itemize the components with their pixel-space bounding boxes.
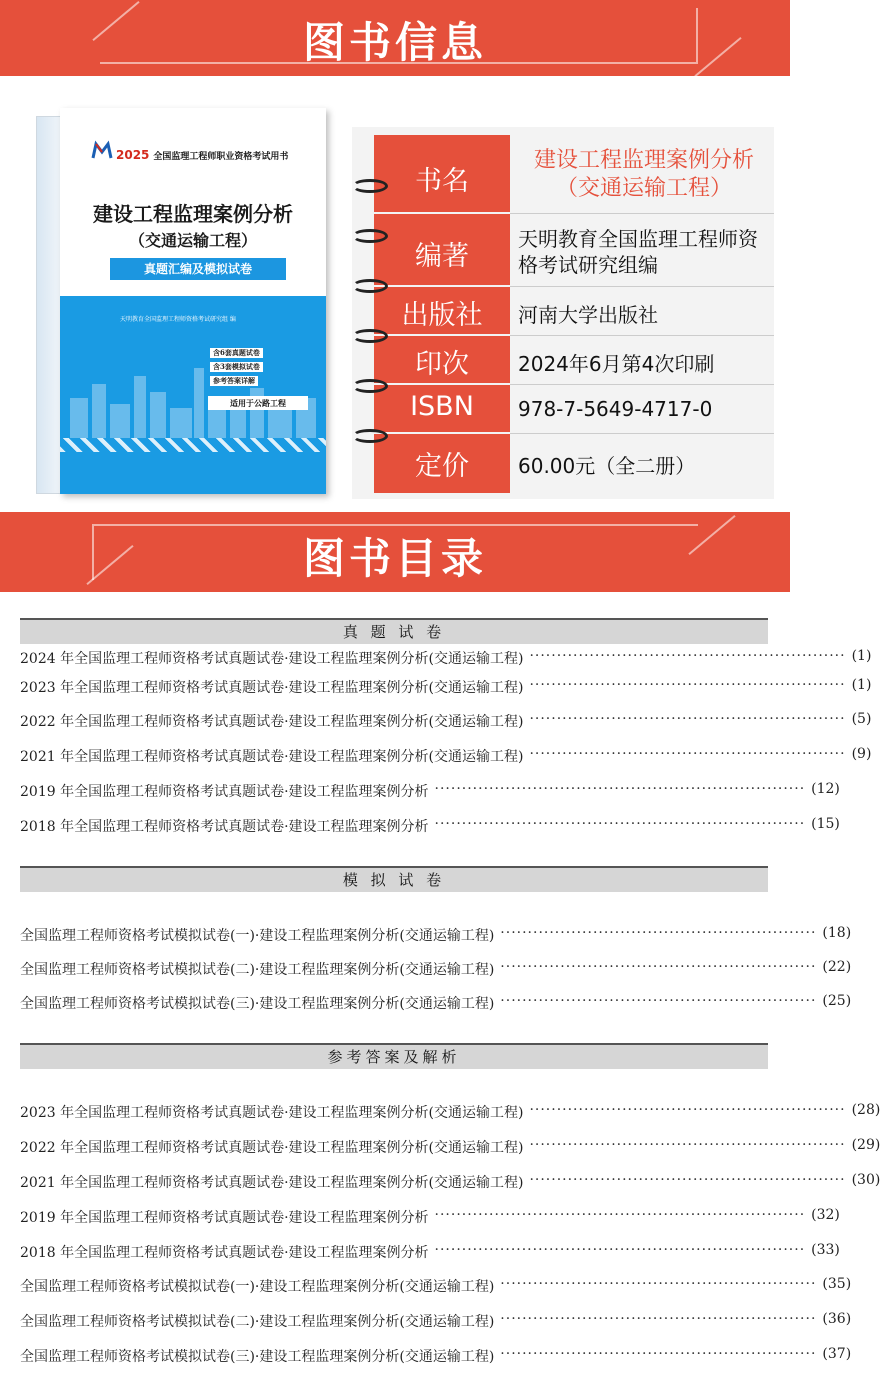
toc-entry-page: (30) xyxy=(851,1172,880,1188)
toc-entry[interactable] xyxy=(20,711,872,731)
toc-entry-page: (18) xyxy=(822,925,852,941)
toc-leader: ·························································· xyxy=(529,746,846,762)
cover-title: 建设工程监理案例分析 xyxy=(93,202,293,226)
binder-ring-icon xyxy=(352,329,388,343)
cover-year: 2025 xyxy=(116,148,150,162)
cover-series-line xyxy=(116,148,346,162)
binder-ring-icon xyxy=(352,179,388,193)
toc-leader: ·························································· xyxy=(529,711,846,727)
toc-entry-page: (25) xyxy=(822,993,852,1009)
toc-entry-page: (1) xyxy=(851,648,872,664)
toc-entry[interactable] xyxy=(20,746,872,766)
cover-editor: 天明教育全国监理工程师资格考试研究组 编 xyxy=(120,316,236,323)
binder-ring-icon xyxy=(352,279,388,293)
cover-feature: 含3套模拟试卷 xyxy=(210,362,263,372)
toc-entry[interactable] xyxy=(20,677,872,697)
toc-entry-title: 2019 年全国监理工程师资格考试真题试卷·建设工程监理案例分析 xyxy=(20,784,429,800)
toc-entry-page: (32) xyxy=(811,1207,840,1223)
toc-entry-page: (1) xyxy=(851,677,872,693)
publisher-logo-icon xyxy=(92,142,112,160)
info-row-author xyxy=(352,214,774,286)
toc-entry[interactable] xyxy=(20,1276,852,1296)
toc-leader: ·························································· xyxy=(500,993,817,1009)
binder-ring-icon xyxy=(352,229,388,243)
toc-leader: ·························································· xyxy=(500,925,817,941)
toc-entry-title: 2022 年全国监理工程师资格考试真题试卷·建设工程监理案例分析(交通运输工程) xyxy=(20,1140,524,1156)
toc-entry[interactable] xyxy=(20,816,840,836)
toc-entry-title: 2023 年全国监理工程师资格考试真题试卷·建设工程监理案例分析(交通运输工程) xyxy=(20,680,524,696)
toc-entry-title: 全国监理工程师资格考试模拟试卷(二)·建设工程监理案例分析(交通运输工程) xyxy=(20,962,495,978)
toc-entry-page: (28) xyxy=(851,1102,880,1118)
toc-section-mock: 模 拟 试 卷 xyxy=(20,866,768,892)
book-info-table xyxy=(352,127,774,499)
cover-suitable: 适用于公路工程 xyxy=(208,396,308,410)
binder-ring-icon xyxy=(352,429,388,443)
toc-leader: ·························································· xyxy=(500,1346,817,1362)
toc-entry-title: 2021 年全国监理工程师资格考试真题试卷·建设工程监理案例分析(交通运输工程) xyxy=(20,749,524,765)
toc-entry-page: (5) xyxy=(851,711,872,727)
toc-section-real: 真 题 试 卷 xyxy=(20,618,768,644)
toc-entry-page: (37) xyxy=(822,1346,852,1362)
toc-entry-page: (29) xyxy=(851,1137,880,1153)
info-value-publisher: 河南大学出版社 xyxy=(518,303,658,327)
toc-leader: ···································································· xyxy=(434,1207,806,1223)
toc-entry-page: (36) xyxy=(822,1311,852,1327)
info-value-isbn: 978-7-5649-4717-0 xyxy=(518,397,713,421)
info-label: 印次 xyxy=(415,349,469,380)
toc-entry[interactable] xyxy=(20,1102,880,1122)
toc-entry-title: 全国监理工程师资格考试模拟试卷(一)·建设工程监理案例分析(交通运输工程) xyxy=(20,1279,495,1295)
info-label: 书名 xyxy=(415,166,469,197)
toc-entry-page: (35) xyxy=(822,1276,852,1292)
toc-entry-title: 2018 年全国监理工程师资格考试真题试卷·建设工程监理案例分析 xyxy=(20,819,429,835)
toc-leader: ·························································· xyxy=(529,1172,846,1188)
info-label: 定价 xyxy=(415,451,469,482)
cover-arrow-strip xyxy=(60,438,326,452)
toc-section-answers: 参考答案及解析 xyxy=(20,1043,768,1069)
info-row-price xyxy=(352,434,774,492)
toc-entry[interactable] xyxy=(20,781,840,801)
toc-entry[interactable] xyxy=(20,1346,852,1366)
toc-entry-title: 全国监理工程师资格考试模拟试卷(三)·建设工程监理案例分析(交通运输工程) xyxy=(20,1349,495,1365)
toc-entry[interactable] xyxy=(20,1242,840,1262)
toc-leader: ·························································· xyxy=(529,648,846,664)
toc-entry[interactable] xyxy=(20,1311,852,1331)
toc-entry[interactable] xyxy=(20,1172,880,1192)
toc-entry-title: 2019 年全国监理工程师资格考试真题试卷·建设工程监理案例分析 xyxy=(20,1210,429,1226)
info-row-title xyxy=(352,135,774,213)
toc-entry-page: (15) xyxy=(811,816,840,832)
toc-entry-page: (22) xyxy=(822,959,852,975)
book-cover xyxy=(60,108,326,494)
info-label: ISBN xyxy=(410,391,474,422)
toc-leader: ···································································· xyxy=(434,816,806,832)
toc-entry-title: 2023 年全国监理工程师资格考试真题试卷·建设工程监理案例分析(交通运输工程) xyxy=(20,1105,524,1121)
toc-entry[interactable] xyxy=(20,959,852,979)
toc-entry-title: 全国监理工程师资格考试模拟试卷(一)·建设工程监理案例分析(交通运输工程) xyxy=(20,928,495,944)
toc-leader: ·························································· xyxy=(529,1137,846,1153)
info-row-isbn xyxy=(352,385,774,433)
toc-entry-title: 2021 年全国监理工程师资格考试真题试卷·建设工程监理案例分析(交通运输工程) xyxy=(20,1175,524,1191)
info-label: 出版社 xyxy=(401,300,483,331)
toc-leader: ·························································· xyxy=(529,677,846,693)
toc-entry-page: (12) xyxy=(811,781,840,797)
cover-series: 全国监理工程师职业资格考试用书 xyxy=(153,152,289,162)
info-value-author: 天明教育全国监理工程师资格考试研究组编 xyxy=(518,227,758,277)
book-cover-image xyxy=(36,108,326,494)
info-value-title: 建设工程监理案例分析 （交通运输工程） xyxy=(533,148,754,201)
toc-entry-page: (33) xyxy=(811,1242,840,1258)
toc-leader: ·························································· xyxy=(529,1102,846,1118)
toc-leader: ·························································· xyxy=(500,1276,817,1292)
toc-leader: ···································································· xyxy=(434,781,806,797)
toc-entry-title: 2024 年全国监理工程师资格考试真题试卷·建设工程监理案例分析(交通运输工程) xyxy=(20,651,524,667)
toc-leader: ·························································· xyxy=(500,1311,817,1327)
cover-feature: 参考答案详解 xyxy=(210,376,258,386)
toc-entry-title: 2022 年全国监理工程师资格考试真题试卷·建设工程监理案例分析(交通运输工程) xyxy=(20,714,524,730)
info-row-printing xyxy=(352,336,774,384)
toc-entry-title: 全国监理工程师资格考试模拟试卷(三)·建设工程监理案例分析(交通运输工程) xyxy=(20,996,495,1012)
toc-entry[interactable] xyxy=(20,925,852,945)
banner-title: 图书信息 xyxy=(302,18,487,67)
info-value-printing: 2024年6月第4次印刷 xyxy=(518,352,715,376)
cover-band: 真题汇编及模拟试卷 xyxy=(110,258,286,280)
toc-entry[interactable] xyxy=(20,1207,840,1227)
info-label: 编著 xyxy=(415,241,469,272)
cover-skyline xyxy=(60,348,326,438)
toc-leader: ···································································· xyxy=(434,1242,806,1258)
info-row-publisher xyxy=(352,287,774,335)
binder-ring-icon xyxy=(352,379,388,393)
toc-entry-page: (9) xyxy=(851,746,872,762)
toc-entry[interactable] xyxy=(20,648,872,668)
toc-banner xyxy=(0,512,790,592)
toc-leader: ·························································· xyxy=(500,959,817,975)
cover-subtitle: （交通运输工程） xyxy=(128,231,257,250)
book-info-banner xyxy=(0,0,790,76)
info-value-price: 60.00元（全二册） xyxy=(518,454,696,478)
toc-entry-title: 全国监理工程师资格考试模拟试卷(二)·建设工程监理案例分析(交通运输工程) xyxy=(20,1314,495,1330)
toc-entry[interactable] xyxy=(20,1137,880,1157)
cover-feature: 含6套真题试卷 xyxy=(210,348,263,358)
toc-entry-title: 2018 年全国监理工程师资格考试真题试卷·建设工程监理案例分析 xyxy=(20,1245,429,1261)
banner-title: 图书目录 xyxy=(302,534,487,583)
toc-entry[interactable] xyxy=(20,993,852,1013)
